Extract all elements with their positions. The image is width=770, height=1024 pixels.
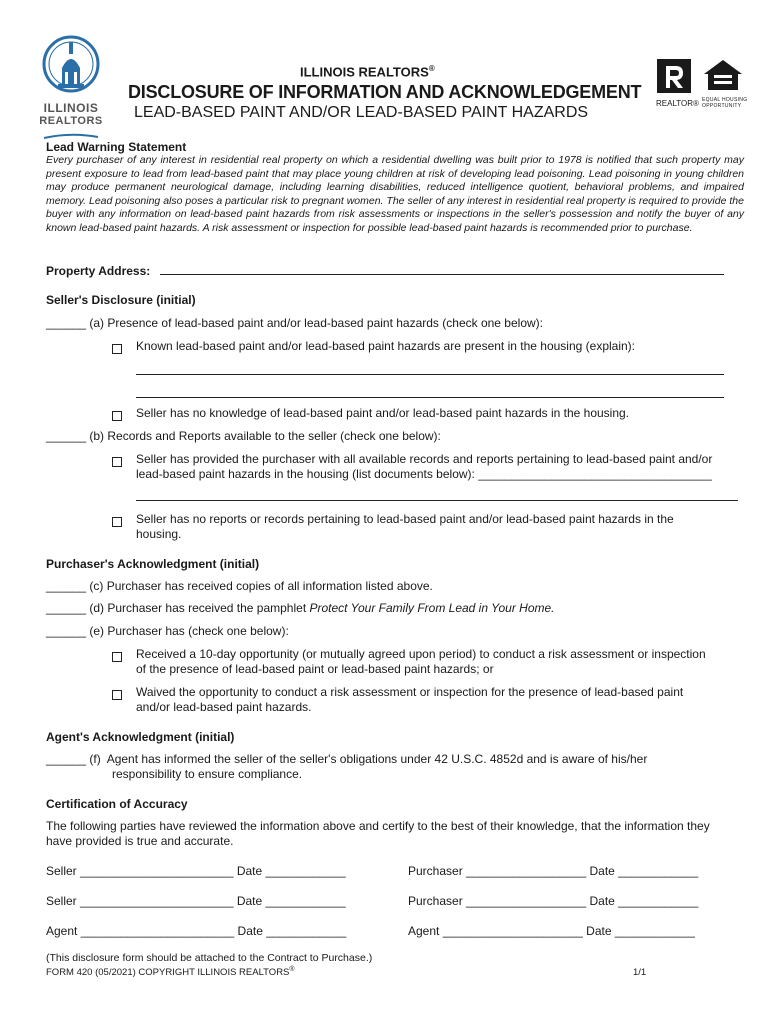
purchaser-heading: Purchaser's Acknowledgment (initial) xyxy=(46,557,260,571)
checkbox-e2[interactable] xyxy=(112,687,122,705)
documents-line[interactable] xyxy=(136,500,738,501)
certification-body-line1: The following parties have reviewed the information above and certify to the best of their knowledge, that the information they xyxy=(46,819,710,833)
purchaser-item-d-text: ______ (d) Purchaser has received the pamphlet xyxy=(46,601,310,615)
property-address-label: Property Address: xyxy=(46,264,151,278)
checkbox-b1[interactable] xyxy=(112,454,122,472)
purchaser-item-d xyxy=(46,601,555,616)
equal-housing-logo xyxy=(702,58,748,109)
purchaser-item-e: ______ (e) Purchaser has (check one below): xyxy=(46,624,289,638)
checkbox-b2[interactable] xyxy=(112,514,122,532)
form-id-text: FORM 420 (05/2021) COPYRIGHT ILLINOIS REALTORS xyxy=(46,967,290,979)
signature-agent-2[interactable]: Agent _____________________ Date ____________ xyxy=(408,924,695,938)
certification-heading: Certification of Accuracy xyxy=(46,797,188,811)
agent-heading: Agent's Acknowledgment (initial) xyxy=(46,730,235,744)
agent-item-f-line1: ______ (f) Agent has informed the seller of the seller's obligations under 42 U.S.C. 4852d and is aware of his/her xyxy=(46,752,648,766)
logo-text-illinois: ILLINOIS xyxy=(43,101,99,115)
checkbox-a2[interactable] xyxy=(112,408,122,426)
seller-disclosure-heading: Seller's Disclosure (initial) xyxy=(46,293,196,307)
seller-item-b1-line1: Seller has provided the purchaser with all available records and reports pertaining to lead-based paint and/or xyxy=(136,452,713,466)
page-title: DISCLOSURE OF INFORMATION AND ACKNOWLEDGEMENT xyxy=(128,82,642,102)
footer-registered-mark: ® xyxy=(289,966,295,973)
realtor-logo-text: REALTOR® xyxy=(656,99,699,108)
pamphlet-title: Protect Your Family From Lead in Your Home. xyxy=(309,601,555,615)
realtor-r-icon xyxy=(656,58,692,94)
registered-mark: ® xyxy=(428,64,435,73)
certification-body-line2: have provided is true and accurate. xyxy=(46,834,234,848)
illinois-realtors-logo xyxy=(38,32,104,128)
explain-line-2[interactable] xyxy=(136,397,724,398)
footer-note: (This disclosure form should be attached to the Contract to Purchase.) xyxy=(46,952,373,964)
org-name xyxy=(300,64,435,79)
seller-item-b1-line2: lead-based paint hazards in the housing (list documents below): ___________________________________ xyxy=(136,467,712,481)
page-subtitle: LEAD-BASED PAINT AND/OR LEAD-BASED PAINT HAZARDS xyxy=(134,104,589,121)
lead-warning-heading: Lead Warning Statement xyxy=(46,140,187,154)
signature-seller-2[interactable]: Seller _______________________ Date ____________ xyxy=(46,894,346,908)
page-number: 1/1 xyxy=(633,967,647,978)
signature-agent-1[interactable]: Agent _______________________ Date ____________ xyxy=(46,924,347,938)
seller-item-a2: Seller has no knowledge of lead-based paint and/or lead-based paint hazards in the housing. xyxy=(136,406,630,420)
purchaser-item-c: ______ (c) Purchaser has received copies of all information listed above. xyxy=(46,579,433,593)
footer-form-id xyxy=(46,966,295,978)
purchaser-item-e1-line2: of the presence of lead-based paint or lead-based paint hazards; or xyxy=(136,662,494,676)
signature-seller-1[interactable]: Seller _______________________ Date ____________ xyxy=(46,864,346,878)
purchaser-item-e2-line1: Waived the opportunity to conduct a risk assessment or inspection for the presence of lead-based paint xyxy=(136,685,684,699)
logo-swoosh xyxy=(38,132,104,140)
seller-item-a: ______ (a) Presence of lead-based paint and/or lead-based paint hazards (check one below): xyxy=(46,316,543,330)
seller-item-b: ______ (b) Records and Reports available to the seller (check one below): xyxy=(46,429,441,443)
explain-line-1[interactable] xyxy=(136,374,724,375)
signature-purchaser-1[interactable]: Purchaser __________________ Date ____________ xyxy=(408,864,699,878)
purchaser-item-e1-line1: Received a 10-day opportunity (or mutually agreed upon period) to conduct a risk assessment or inspection xyxy=(136,647,706,661)
eho-text-2: OPPORTUNITY xyxy=(702,103,742,109)
capitol-dome-icon xyxy=(38,32,104,96)
property-address-field[interactable] xyxy=(160,274,724,275)
equal-housing-icon xyxy=(702,58,744,92)
seller-item-b2-line1: Seller has no reports or records pertaining to lead-based paint and/or lead-based paint hazards in the xyxy=(136,512,674,526)
checkbox-a1[interactable] xyxy=(112,341,122,359)
logo-text-realtors: REALTORS xyxy=(39,115,103,127)
lead-warning-body: Every purchaser of any interest in residential real property on which a residential dwelling was built prior to 1978 is notified that such property may present exposure to lead from lead-based paint that may place young children at risk of developing lead poisoning. Lead poisoning in young children may produce permanent neurological damage, including learning disabilities, reduced intelligence quotient, behavioral problems, and impaired memory. Lead poisoning also poses a particular risk to pregnant women. The seller of any interest in residential real property is required to provide the buyer with any information on lead-based paint hazards from risk assessments or inspections in the seller's possession and notify the buyer of any known lead-based paint hazards. A risk assessment or inspection for possible lead-based paint hazards is recommended prior to purchase. xyxy=(46,154,744,234)
agent-item-f-line2: responsibility to ensure compliance. xyxy=(112,767,303,781)
realtor-logo xyxy=(656,58,698,106)
signature-purchaser-2[interactable]: Purchaser __________________ Date ____________ xyxy=(408,894,699,908)
checkbox-e1[interactable] xyxy=(112,649,122,667)
eho-text-1: EQUAL HOUSING xyxy=(702,97,748,103)
seller-item-a1: Known lead-based paint and/or lead-based paint hazards are present in the housing (explain): xyxy=(136,339,635,353)
seller-item-b2-line2: housing. xyxy=(136,527,182,541)
purchaser-item-e2-line2: and/or lead-based paint hazards. xyxy=(136,700,312,714)
org-name-text: ILLINOIS REALTORS xyxy=(300,64,429,80)
